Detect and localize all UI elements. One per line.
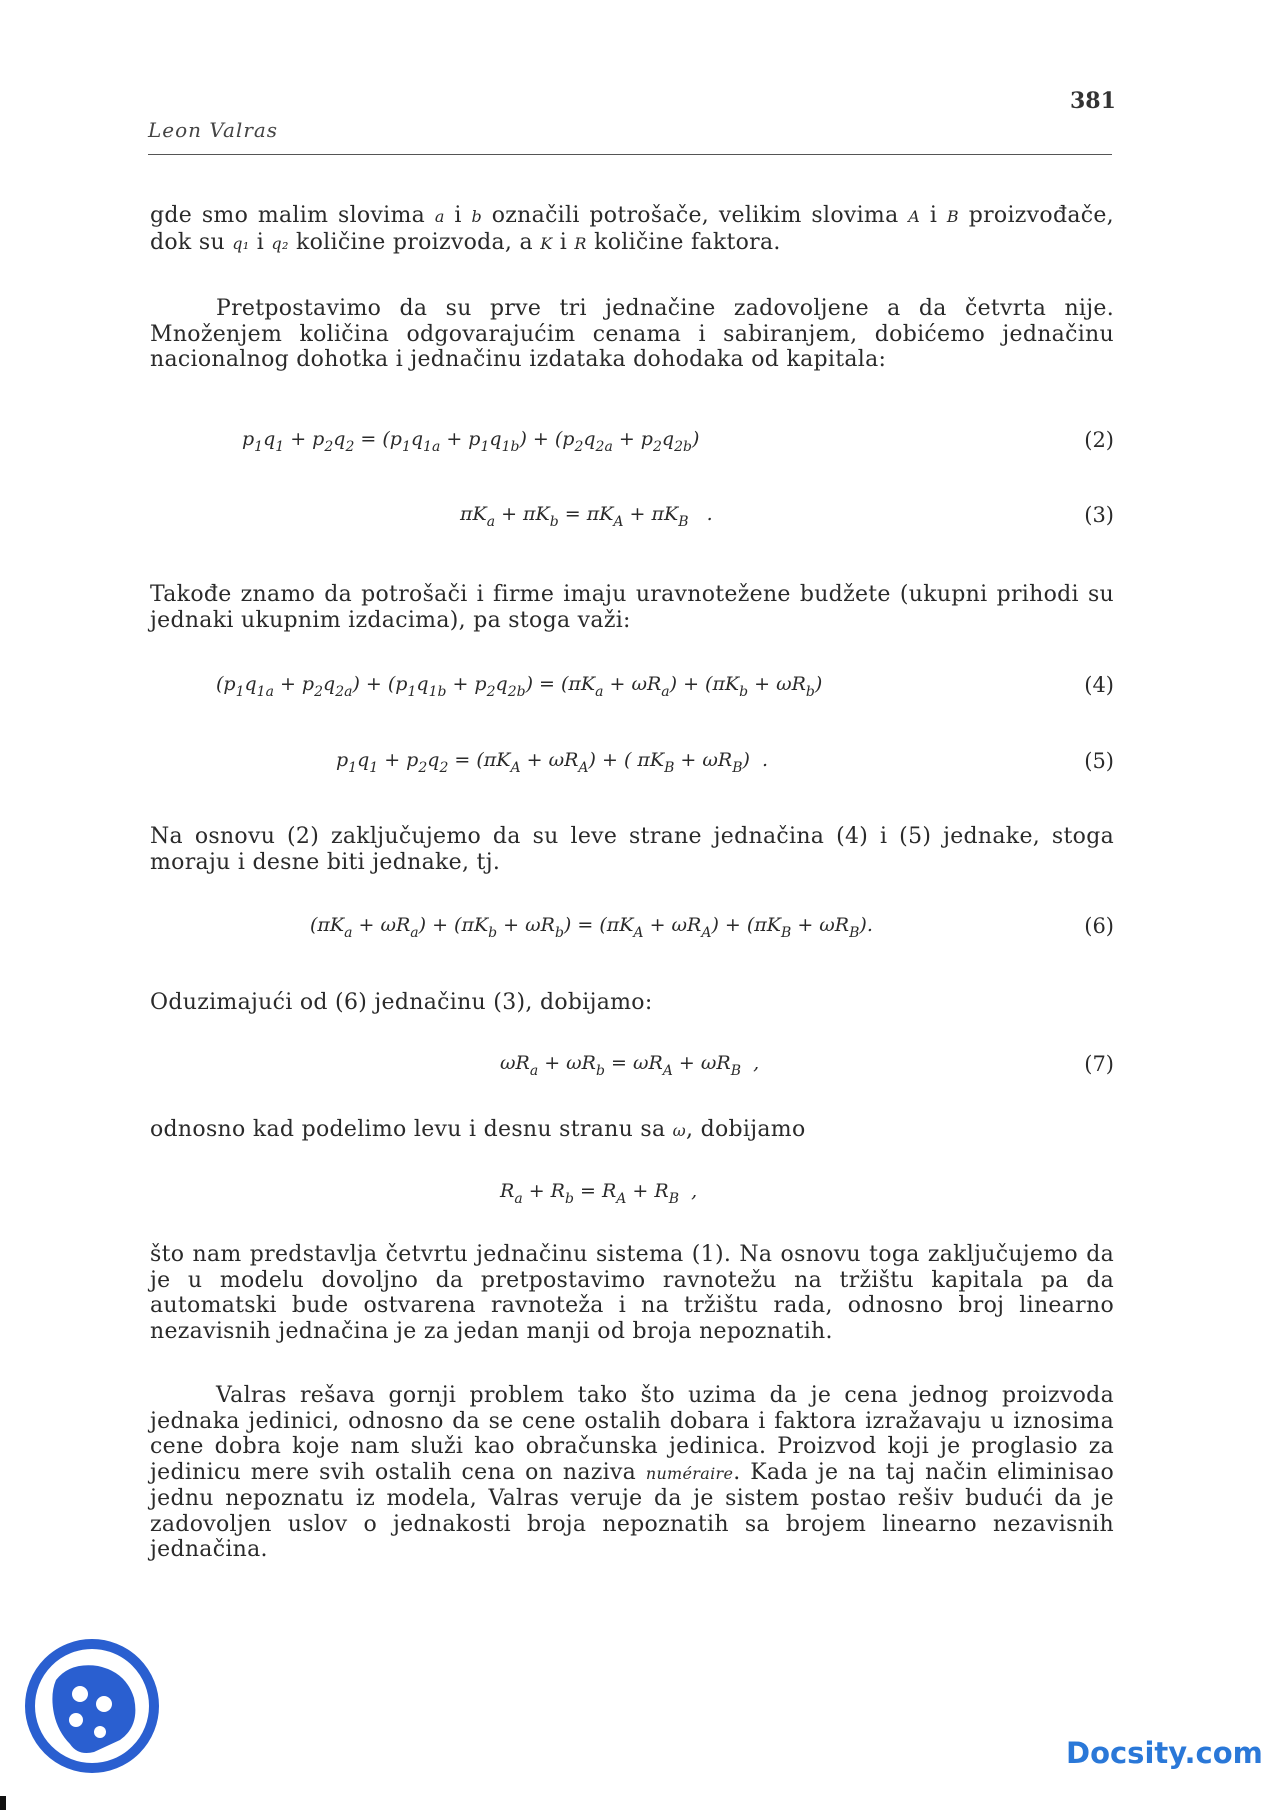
paragraph-conclusion: Na osnovu (2) zaključujemo da su leve strane jednačina (4) i (5) jednake, stoga moraju i desne biti jednake, tj.: [150, 824, 1114, 875]
paragraph-numeraire: Valras rešava gornji problem tako što uzima da je cena jednog proizvoda jednaka jedinici, odnosno da se cene ostalih dobara i faktora izražavaju u iznosima cene dobra koje nam služi kao obračunska jedinica. Proizvod koji je proglasio za jedinicu mere svih ostalih cena on naziva numéraire. Kada je na taj način eliminisao jednu nepoznatu iz modela, Valras veruje da je sistem postao rešiv budući da je zadovoljen uslov o jednakosti broja nepoznatih sa brojem linearno nezavisnih jednačina.: [150, 1383, 1115, 1562]
watermark-docsity: Docsity.com: [1066, 1736, 1263, 1770]
paragraph-budgets: Takođe znamo da potrošači i firme imaju uravnotežene budžete (ukupni prihodi su jednaki ukupnim izdacima), pa stoga važi:: [150, 582, 1114, 633]
paragraph-definitions: gde smo malim slovima a i b označili potrošače, velikim slovima A i B proizvođače, dok su q₁ i q₂ količine proizvoda, a K i R količine faktora.: [150, 203, 1114, 255]
equation-3: $\pi K_a + \pi K_b = \pi K_A + \pi K_B$ . (3): [460, 503, 1114, 530]
equation-7: $\omega R_a + \omega R_b = \omega R_A + \omega R_B$ , (7): [500, 1052, 1114, 1079]
paragraph-fourth-equation: što nam predstavlja četvrtu jednačinu sistema (1). Na osnovu toga zaključujemo da je u modelu dovoljno da pretpostavimo ravnotežu na tržištu kapitala pa da automatski bude ostvarena ravnoteža i na tržištu rada, odnosno broj linearno nezavisnih jednačina je za jedan manji od broja nepoznatih.: [150, 1242, 1114, 1344]
equation-6: $(\pi K_a + \omega R_a) + (\pi K_b + \omega R_b) = (\pi K_A + \omega R_A) + (\pi K_B + \omega R_B)$. (6): [310, 914, 1114, 941]
equation-number: (5): [1084, 749, 1114, 773]
equation-5: $p_1q_1 + p_2q_2 = (\pi K_A + \omega R_A)$ + ( $\pi K_B + \omega R_B$) . (5): [336, 749, 1114, 776]
equation-number: (4): [1084, 673, 1114, 697]
equation-unnumbered: $R_a + R_b = R_A + R_B$ ,: [500, 1180, 698, 1207]
header-author: Leon Valras: [148, 118, 279, 142]
equation-4: $(p_1q_{1a} + p_2q_{2a}) + (p_1q_{1b} + p_2q_{2b}) = (\pi K_a + \omega R_a) + (\pi K_b + \omega R_b)$ (4): [216, 673, 1114, 700]
paragraph-divide: odnosno kad podelimo levu i desnu stranu sa ω, dobijamo: [150, 1117, 806, 1142]
equation-number: (2): [1084, 428, 1114, 452]
edge-mark: [0, 1796, 6, 1810]
equation-number: (6): [1084, 914, 1114, 938]
paragraph-subtract: Oduzimajući od (6) jednačinu (3), dobijamo:: [150, 990, 653, 1015]
equation-number: (7): [1084, 1052, 1114, 1076]
equation-2: $p_1q_1 + p_2q_2 = (p_1q_{1a} + p_1q_{1b}) + (p_2q_{2a} + p_2q_{2b})$ (2): [242, 428, 1114, 455]
docsity-logo-icon: [22, 1636, 162, 1776]
page-number: 381: [1070, 88, 1116, 114]
equation-number: (3): [1084, 503, 1114, 527]
paragraph-assumption: Pretpostavimo da su prve tri jednačine zadovoljene a da četvrta nije. Množenjem količina odgovarajućim cenama i sabiranjem, dobićemo jednačinu nacionalnog dohotka i jednačinu izdataka dohodaka od kapitala:: [150, 296, 1114, 372]
header-rule: [148, 154, 1112, 155]
